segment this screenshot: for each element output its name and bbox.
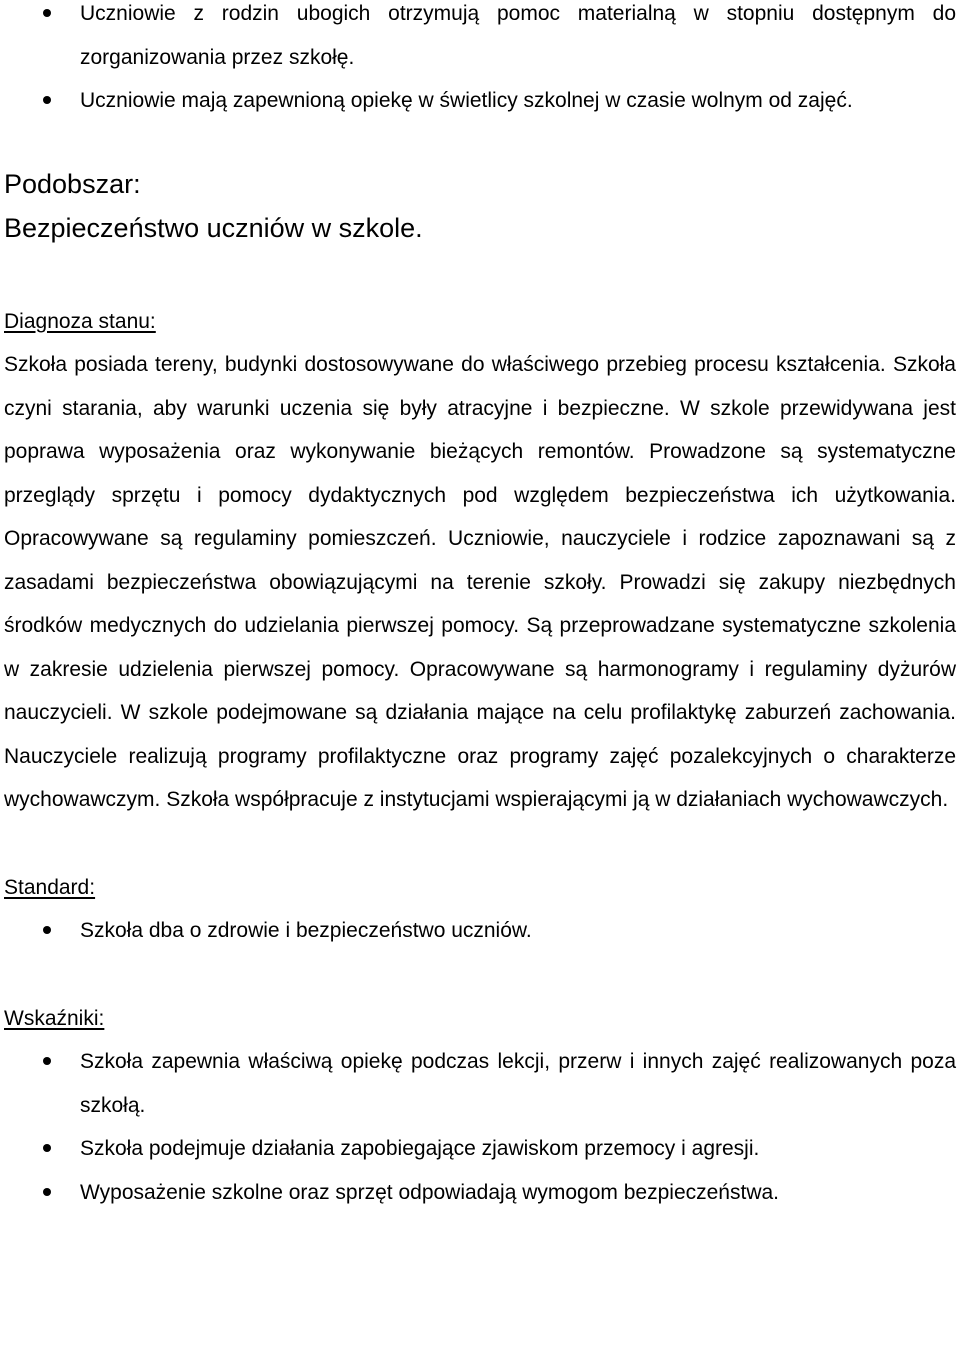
list-item-text: Wyposażenie szkolne oraz sprzęt odpowiadają wymogom bezpieczeństwa. — [80, 1180, 779, 1204]
bullet-icon — [43, 1057, 51, 1065]
bullet-icon — [43, 926, 51, 934]
bullet-icon — [43, 9, 51, 17]
list-item-text: Szkoła zapewnia właściwą opiekę podczas lekcji, przerw i innych zajęć realizowanych poza szkołą. — [80, 1050, 956, 1117]
bullet-icon — [43, 96, 51, 104]
indicators-heading — [0, 997, 960, 1041]
list-item — [0, 1040, 960, 1127]
list-item — [0, 1127, 960, 1171]
diagnosis-heading-text: Diagnoza stanu: — [4, 309, 156, 333]
bullet-icon — [43, 1188, 51, 1196]
list-item — [0, 1171, 960, 1215]
diagnosis-paragraph: Szkoła posiada tereny, budynki dostosowywane do właściwego przebieg procesu kształcenia. Szkoła czyni starania, aby warunki uczenia się były atracyjne i bezpieczne. W szkole przewidywana jest poprawa wyposażenia oraz wykonywanie bieżących remontów. Prowadzone są systematyczne przeglądy sprzętu i pomocy dydaktycznych pod względem bezpieczeństwa ich użytkowania. Opracowywane są regulaminy pomieszczeń. Uczniowie, nauczyciele i rodzice zapoznawani są z zasadami bezpieczeństwa obowiązującymi na terenie szkoły. Prowadzi się zakupy niezbędnych środków medycznych do udzielania pierwszej pomocy. Są przeprowadzane systematyczne szkolenia w zakresie udzielenia pierwszej pomocy. Opracowywane są harmonogramy i regulaminy dyżurów nauczycieli. W szkole podejmowane są działania mające na celu profilaktykę zaburzeń zachowania. Nauczyciele realizują programy profilaktyczne oraz programy zajęć pozalekcyjnych o charakterze wychowawczym. Szkoła współpracuje z instytucjami wspierającymi ją w działaniach wychowawczych. — [4, 353, 956, 811]
indicators-heading-text: Wskaźniki: — [4, 1006, 105, 1030]
standard-heading-text: Standard: — [4, 875, 96, 899]
subarea-title: Bezpieczeństwo uczniów w szkole. — [4, 212, 423, 243]
top-bullet-list — [0, 0, 960, 123]
list-item — [0, 909, 960, 953]
standard-heading — [0, 866, 960, 910]
list-item — [0, 79, 960, 123]
indicators-list — [0, 1040, 960, 1214]
list-item-text: Szkoła dba o zdrowie i bezpieczeństwo uczniów. — [80, 919, 532, 942]
bullet-icon — [43, 1144, 51, 1152]
standard-list — [0, 909, 960, 953]
list-item-text: Uczniowie mają zapewnioną opiekę w świetlicy szkolnej w czasie wolnym od zajęć. — [80, 89, 853, 112]
diagnosis-heading — [0, 300, 960, 344]
list-item-text: Szkoła podejmuje działania zapobiegające zjawiskom przemocy i agresji. — [80, 1137, 760, 1160]
list-item — [0, 0, 960, 79]
list-item-text: Uczniowie z rodzin ubogich otrzymują pomoc materialną w stopniu dostępnym do zorganizowania przez szkołę. — [80, 2, 956, 69]
subarea-label: Podobszar: — [4, 168, 141, 199]
